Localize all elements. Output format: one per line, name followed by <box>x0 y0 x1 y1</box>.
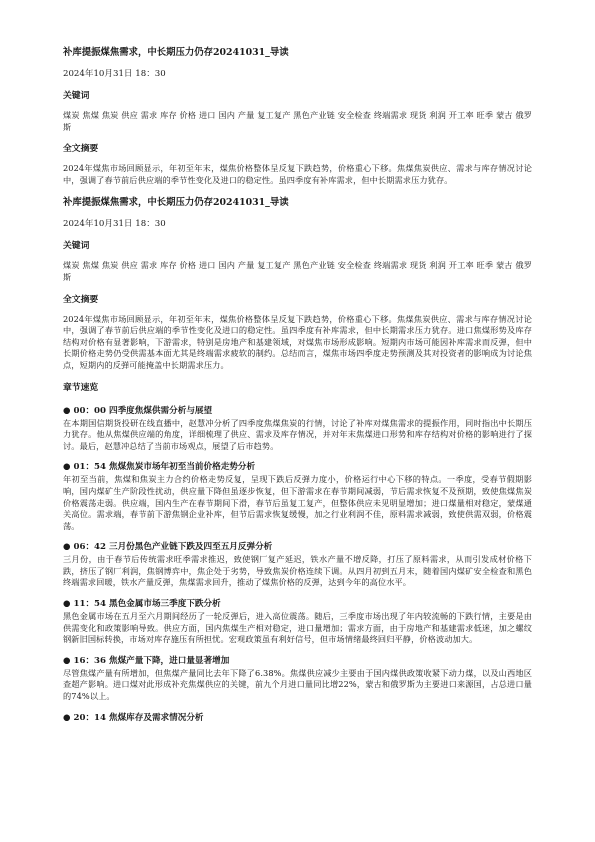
document-date: 2024年10月31日 18：30 <box>63 219 166 230</box>
chapter-title: ● 20：14 焦煤库存及需求情况分析 <box>63 712 204 723</box>
chapter-title: ● 00：00 四季度焦煤供需分析与展望 <box>63 405 213 416</box>
chapter-overview <box>63 382 532 724</box>
keywords-label: 关键词 <box>63 241 90 252</box>
summary-block-1 <box>63 46 532 186</box>
chapter-item <box>63 461 532 532</box>
document-title: 补库提振煤焦需求，中长期压力仍存20241031_导读 <box>63 197 289 209</box>
chapter-item <box>63 712 532 724</box>
summary-label: 全文摘要 <box>63 294 99 305</box>
chapter-item <box>63 405 532 453</box>
chapter-title: ● 16：36 焦煤产量下降，进口量显著增加 <box>63 655 230 666</box>
document-date: 2024年10月31日 18：30 <box>63 69 166 79</box>
summary-text: 2024年煤焦市场回顾显示，年初至年末，煤焦价格整体呈反复下跌趋势，价格重心下移。焦煤焦炭供应、需求与库存情况讨论中，强调了春节前后供应端的季节性变化及进口的稳定性。虽四季度有补库需求，但中长期需求压力犹存。 <box>63 163 532 185</box>
chapter-title: ● 06：42 三月份黑色产业链下跌及四至五月反弹分析 <box>63 542 273 553</box>
chapter-title: ● 11：54 黑色金属市场三季度下跌分析 <box>63 599 221 610</box>
chapter-overview-label: 章节速览 <box>63 382 99 393</box>
summary-label: 全文摘要 <box>63 144 99 155</box>
chapter-item <box>63 598 532 646</box>
keywords-text: 煤炭 焦煤 焦炭 供应 需求 库存 价格 进口 国内 产量 复工复产 黑色产业链 安全检查 终端需求 现货 利润 开工率 旺季 蒙古 俄罗斯 <box>63 260 532 282</box>
chapter-body: 三月份，由于春节后传统需求旺季需求推迟，致使钢厂复产延迟，铁水产量不增反降，打压了原料需求，从而引发成材价格下跌，挤压了钢厂利润，焦钢博弈中，焦企处于劣势，导致焦炭价格连续下调。从四月初到五月末，随着国内煤矿安全检查和黑色终端需求回暖，铁水产量反弹，焦煤需求回升，推动了煤焦价格的反弹，达到今年的高位水平。 <box>63 554 532 588</box>
chapter-body: 年初至当前，焦煤和焦炭主力合约价格走势反复，呈现下跌后反弹力度小，价格运行中心下移的特点。一季度，受春节假期影响，国内煤矿生产阶段性扰动，供应量下降但虽逐步恢复，但下游需求在春节期间减弱，节后需求恢复不及预期，致使焦煤焦炭价格震荡走弱。供应端，国内生产在春节期间下滑，春节后虽复工复产，但整体供应未见明显增加；进口煤量相对稳定，蒙煤通关高位。需求端，春节前下游焦钢企业补库，但节后需求恢复缓慢，加之行业利润不佳，原料需求减弱，致使供需双弱，价格震荡。 <box>63 474 532 531</box>
summary-text: 2024年煤焦市场回顾显示，年初至年末，煤焦价格整体呈反复下跌趋势，价格重心下移。焦煤焦炭供应、需求与库存情况讨论中，强调了春节前后供应端的季节性变化及进口的稳定性。虽四季度有补库需求，但中长期需求压力犹存。进口焦煤形势及库存结构对价格有显著影响，下游需求，特别是房地产和基建领域，对煤焦市场形成影响。短期内市场可能因补库需求而反弹，但中长期价格走势仍受供需基本面尤其是终端需求疲软的制约。总结而言，煤焦市场四季度走势预测及其对投资者的影响成为讨论焦点，短期内的反弹可能掩盖中长期需求压力。 <box>63 313 532 370</box>
keywords-label: 关键词 <box>63 91 90 101</box>
summary-block-2 <box>63 196 532 371</box>
chapter-item <box>63 655 532 703</box>
chapter-body: 在本期国信期货投研在线直播中，赵慧冲分析了四季度焦煤焦炭的行情，讨论了补库对煤焦需求的提振作用，同时指出中长期压力犹存。他从焦煤供应端的角度，详细梳理了供应、需求及库存情况，并对年末焦煤进口形势和库存结构对价格的影响进行了探讨。最后，赵慧冲总结了当前市场观点，展望了后市趋势。 <box>63 417 532 451</box>
chapter-title: ● 01：54 焦煤焦炭市场年初至当前价格走势分析 <box>63 462 256 473</box>
chapter-body: 黑色金属市场在五月至六月期间经历了一轮反弹后，进入高位震荡。随后，三季度市场出现了年内较流畅的下跌行情，主要是由供需变化和政策影响导致。供应方面，国内焦煤生产相对稳定，进口量增加；需求方面，由于房地产和基建需求低迷，加之螺纹钢新旧国标转换，市场对库存施压有所担忧。宏观政策虽有利好信号，但市场情绪最终回归平静，价格波动加大。 <box>63 611 532 645</box>
keywords-text: 煤炭 焦煤 焦炭 供应 需求 库存 价格 进口 国内 产量 复工复产 黑色产业链 安全检查 终端需求 现货 利润 开工率 旺季 蒙古 俄罗斯 <box>63 110 532 132</box>
chapter-body: 尽管焦煤产量有所增加，但焦煤产量同比去年下降了6.38%。焦煤供应减少主要由于国内煤供政策收紧下动力煤，以及山西地区查超产影响。进口煤对此形成补充焦煤供应的关键，前九个月进口量同比增22%，蒙古和俄罗斯为主要进口来源国，占总进口量的74%以上。 <box>63 667 532 702</box>
chapter-item <box>63 541 532 589</box>
document-title: 补库提振煤焦需求，中长期压力仍存20241031_导读 <box>63 47 289 58</box>
